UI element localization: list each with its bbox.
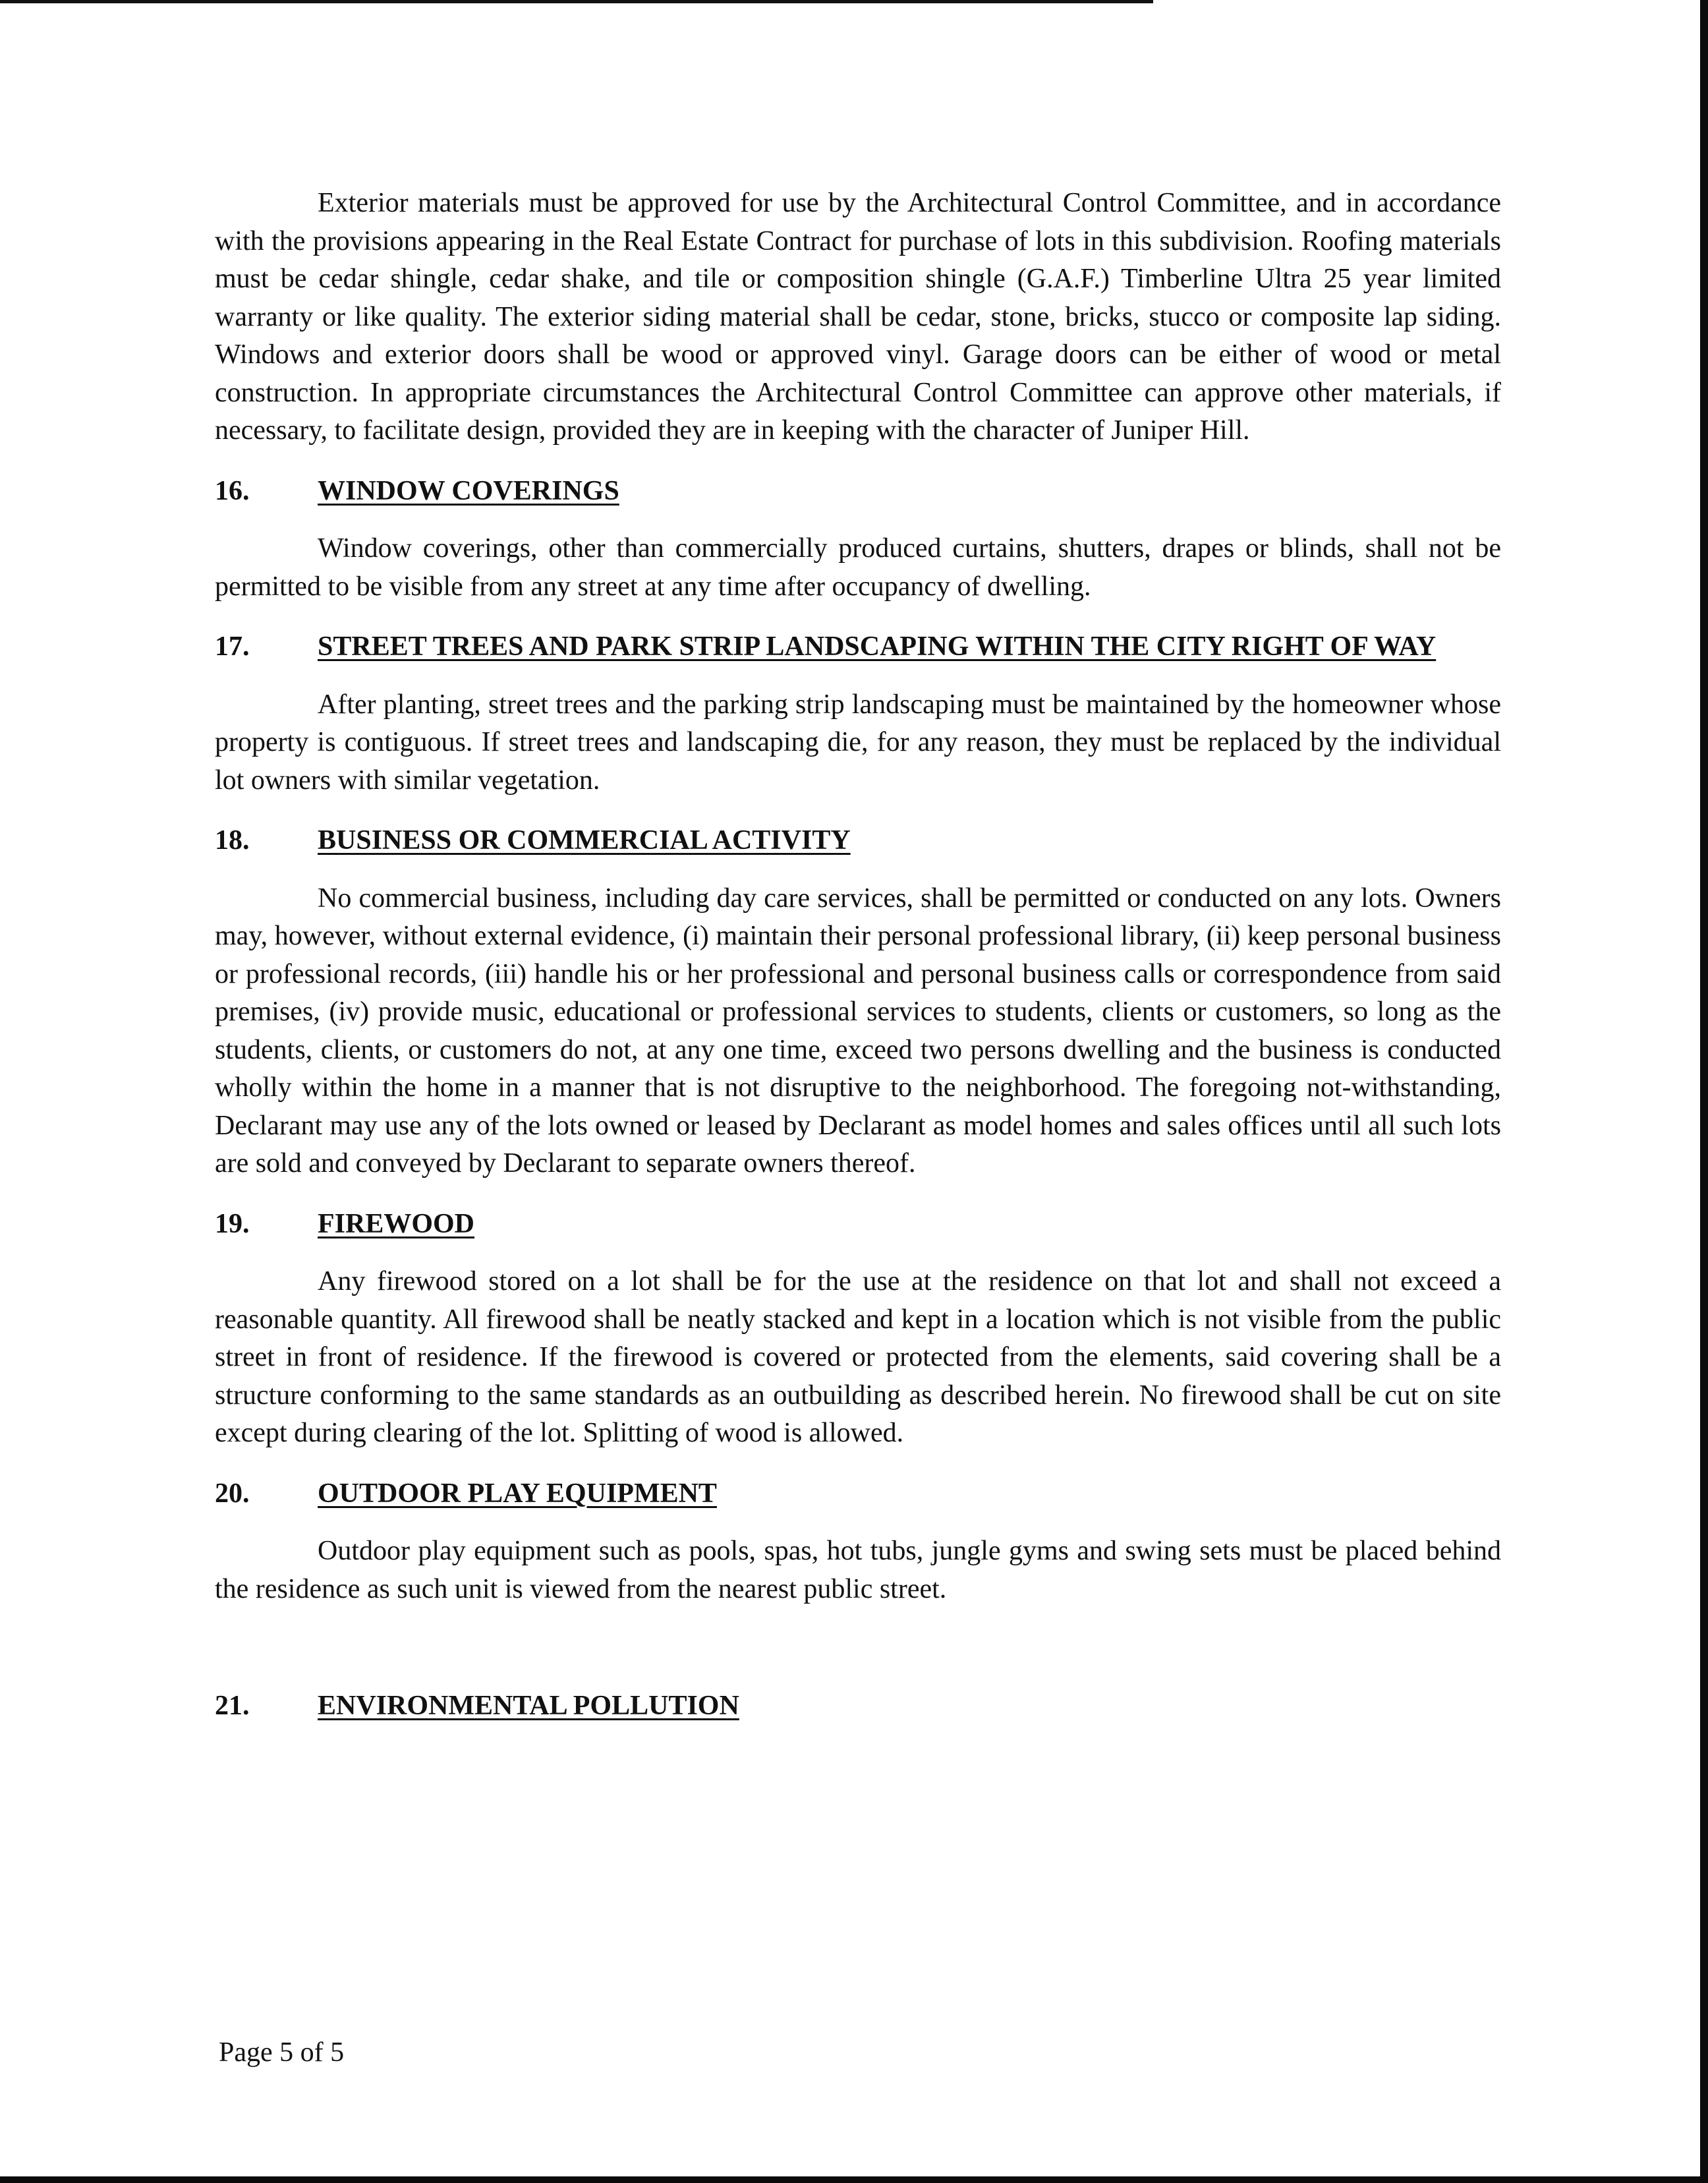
section-17-body: After planting, street trees and the parking strip landscaping must be maintained by the homeowner whose property is contiguous. If street trees and landscaping die, for any reason, they must be replaced by the individual lot owners with similar vegetation. xyxy=(215,689,1501,796)
section-title: STREET TREES AND PARK STRIP LANDSCAPING WITHIN THE CITY RIGHT OF WAY xyxy=(318,631,1437,662)
document-page xyxy=(215,185,1501,1726)
scan-edge-right xyxy=(1700,0,1708,2183)
section-title: WINDOW COVERINGS xyxy=(318,475,619,506)
section-17-heading xyxy=(215,628,1501,666)
section-title: ENVIRONMENTAL POLLUTION xyxy=(318,1691,739,1721)
scan-edge-bottom xyxy=(0,2176,1708,2183)
section-number: 19. xyxy=(215,1208,250,1239)
section-16-heading xyxy=(215,473,1501,511)
section-title: BUSINESS OR COMMERCIAL ACTIVITY xyxy=(318,825,851,856)
section-18-heading xyxy=(215,822,1501,860)
section-19-heading xyxy=(215,1206,1501,1244)
section-number: 21. xyxy=(215,1691,250,1721)
section-number: 20. xyxy=(215,1478,250,1509)
section-20-body: Outdoor play equipment such as pools, spas, hot tubs, jungle gyms and swing sets must be placed behind the residence as such unit is viewed from the nearest public street. xyxy=(215,1536,1501,1604)
section-number: 18. xyxy=(215,825,250,856)
section-title: FIREWOOD xyxy=(318,1208,475,1239)
section-16-body: Window coverings, other than commercially produced curtains, shutters, drapes or blinds, shall not be permitted to be visible from any street at any time after occupancy of dwelling. xyxy=(215,533,1501,602)
section-21-heading xyxy=(215,1687,1501,1726)
section-number: 17. xyxy=(215,631,250,662)
section-18-body: No commercial business, including day care services, shall be permitted or conducted on any lots. Owners may, however, without external evidence, (i) maintain their personal professional library, (ii) keep personal business or professional records, (iii) handle his or her professional and personal business calls or correspondence from said premises, (iv) provide music, educational or professional services to students, clients or customers, so long as the students, clients, or customers do not, at any one time, exceed two persons dwelling and the business is conducted wholly within the home in a manner that is not disruptive to the neighborhood. The foregoing not-withstanding, Declarant may use any of the lots owned or leased by Declarant as model homes and sales offices until all such lots are sold and conveyed by Declarant to separate owners thereof. xyxy=(215,883,1501,1179)
section-title: OUTDOOR PLAY EQUIPMENT xyxy=(318,1478,717,1509)
section-20-heading xyxy=(215,1475,1501,1513)
scan-edge-top xyxy=(0,0,1153,3)
section-19-body: Any firewood stored on a lot shall be for the use at the residence on that lot and shall not exceed a reasonable quantity. All firewood shall be neatly stacked and kept in a location which is not visible from the public street in front of residence. If the firewood is covered or protected from the elements, said covering shall be a structure conforming to the same standards as an outbuilding as described herein. No firewood shall be cut on site except during clearing of the lot. Splitting of wood is allowed. xyxy=(215,1266,1501,1448)
intro-paragraph: Exterior materials must be approved for use by the Architectural Control Committee, and in accordance with the provisions appearing in the Real Estate Contract for purchase of lots in this subdivision. Roofing materials must be cedar shingle, cedar shake, and tile or composition shingle (G.A.F.) Timberline Ultra 25 year limited warranty or like quality. The exterior siding material shall be cedar, stone, bricks, stucco or composite lap siding. Windows and exterior doors shall be wood or approved vinyl. Garage doors can be either of wood or metal construction. In appropriate circumstances the Architectural Control Committee can approve other materials, if necessary, to facilitate design, provided they are in keeping with the character of Juniper Hill. xyxy=(215,188,1501,446)
section-number: 16. xyxy=(215,475,250,506)
page-footer: Page 5 of 5 xyxy=(219,2037,345,2068)
